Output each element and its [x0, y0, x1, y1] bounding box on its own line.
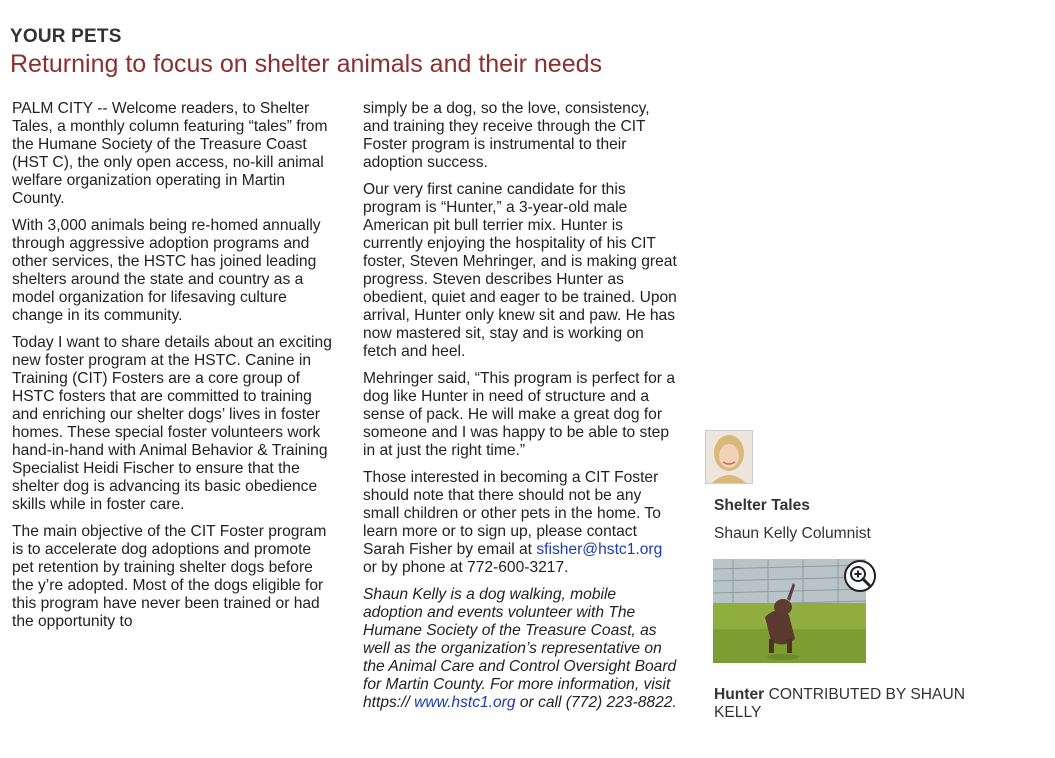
- bio-text: or call (772) 223-8822.: [515, 694, 677, 711]
- columnist-avatar: [705, 430, 753, 484]
- paragraph: simply be a dog, so the love, consistency, and training they receive through the CIT Foster program is instrumental to their adoption success.: [363, 100, 650, 171]
- columnist-name: Shaun Kelly Columnist: [714, 525, 871, 542]
- website-link[interactable]: www.hstc1.org: [414, 694, 516, 711]
- paragraph: The main objective of the CIT Foster program is to accelerate dog adoptions and promote pet retention by training shelter dogs before the y’re adopted. Most of the dogs eligible for this program have never been trained or had the opportunity to: [12, 523, 327, 630]
- zoom-in-button[interactable]: [844, 560, 876, 592]
- paragraph: Our very first canine candidate for this program is “Hunter,” a 3-year-old male American pit bull terrier mix. Hunter is currently enjoying the hospitality of his CIT foster, Steven Mehringer, and is making great progress. Steven describes Hunter as obedient, quiet and eager to be trained. Upon arrival, Hunter only knew sit and paw. He has now mastered sit, stay and is working on fetch and heel.: [363, 181, 677, 360]
- author-bio: [363, 586, 679, 712]
- article-column-1: [12, 100, 332, 640]
- caption-credit: CONTRIBUTED BY SHAUN KELLY: [714, 686, 965, 721]
- article-column-2: [363, 100, 679, 721]
- photo-caption: [714, 686, 994, 722]
- contact-text: or by phone at 772-600-3217.: [363, 559, 569, 576]
- column-title: Shelter Tales: [714, 497, 810, 514]
- bio-text: Shaun Kelly is a dog walking, mobile adoption and events volunteer with The Humane Society of the Treasure Coast, as well as the organization’s representative on the Animal Care and Control Oversight Board for Martin County. For more information, visit https://: [363, 586, 677, 711]
- paragraph: Today I want to share details about an exciting new foster program at the HSTC. Canine in Training (CIT) Fosters are a core group of HSTC fosters that are committed to training and enriching our shelter dogs’ lives in foster homes. These special foster volunteers work hand-in-hand with Animal Behavior & Training Specialist Heidi Fischer to ensure that the shelter dog is advancing its basic obedience skills while in foster care.: [12, 334, 332, 513]
- magnify-plus-icon: [846, 562, 874, 590]
- paragraph: With 3,000 animals being re-homed annually through aggressive adoption programs and other services, the HSTC has joined leading shelters around the state and country as a model organization for lifesaving culture change in its community.: [12, 217, 321, 324]
- contact-text: Those interested in becoming a CIT Foster should note that there should not be any small children or other pets in the home. To learn more or to sign up, please contact Sarah Fisher by email at: [363, 469, 661, 558]
- headline: Returning to focus on shelter animals and their needs: [10, 50, 603, 78]
- contact-paragraph: [363, 469, 679, 577]
- caption-subject: Hunter: [714, 686, 765, 703]
- section-label: YOUR PETS: [10, 26, 122, 47]
- email-link[interactable]: sfisher@hstc1.org: [536, 541, 663, 558]
- paragraph: Mehringer said, “This program is perfect for a dog like Hunter in need of structure and a sense of pack. He will make a great dog for someone and I was happy to be able to step in at just the right time.”: [363, 370, 675, 459]
- paragraph: PALM CITY -- Welcome readers, to Shelter Tales, a monthly column featuring “tales” from the Humane Society of the Treasure Coast (HST C), the only open access, no-kill animal welfare organization operating in Martin County.: [12, 100, 328, 207]
